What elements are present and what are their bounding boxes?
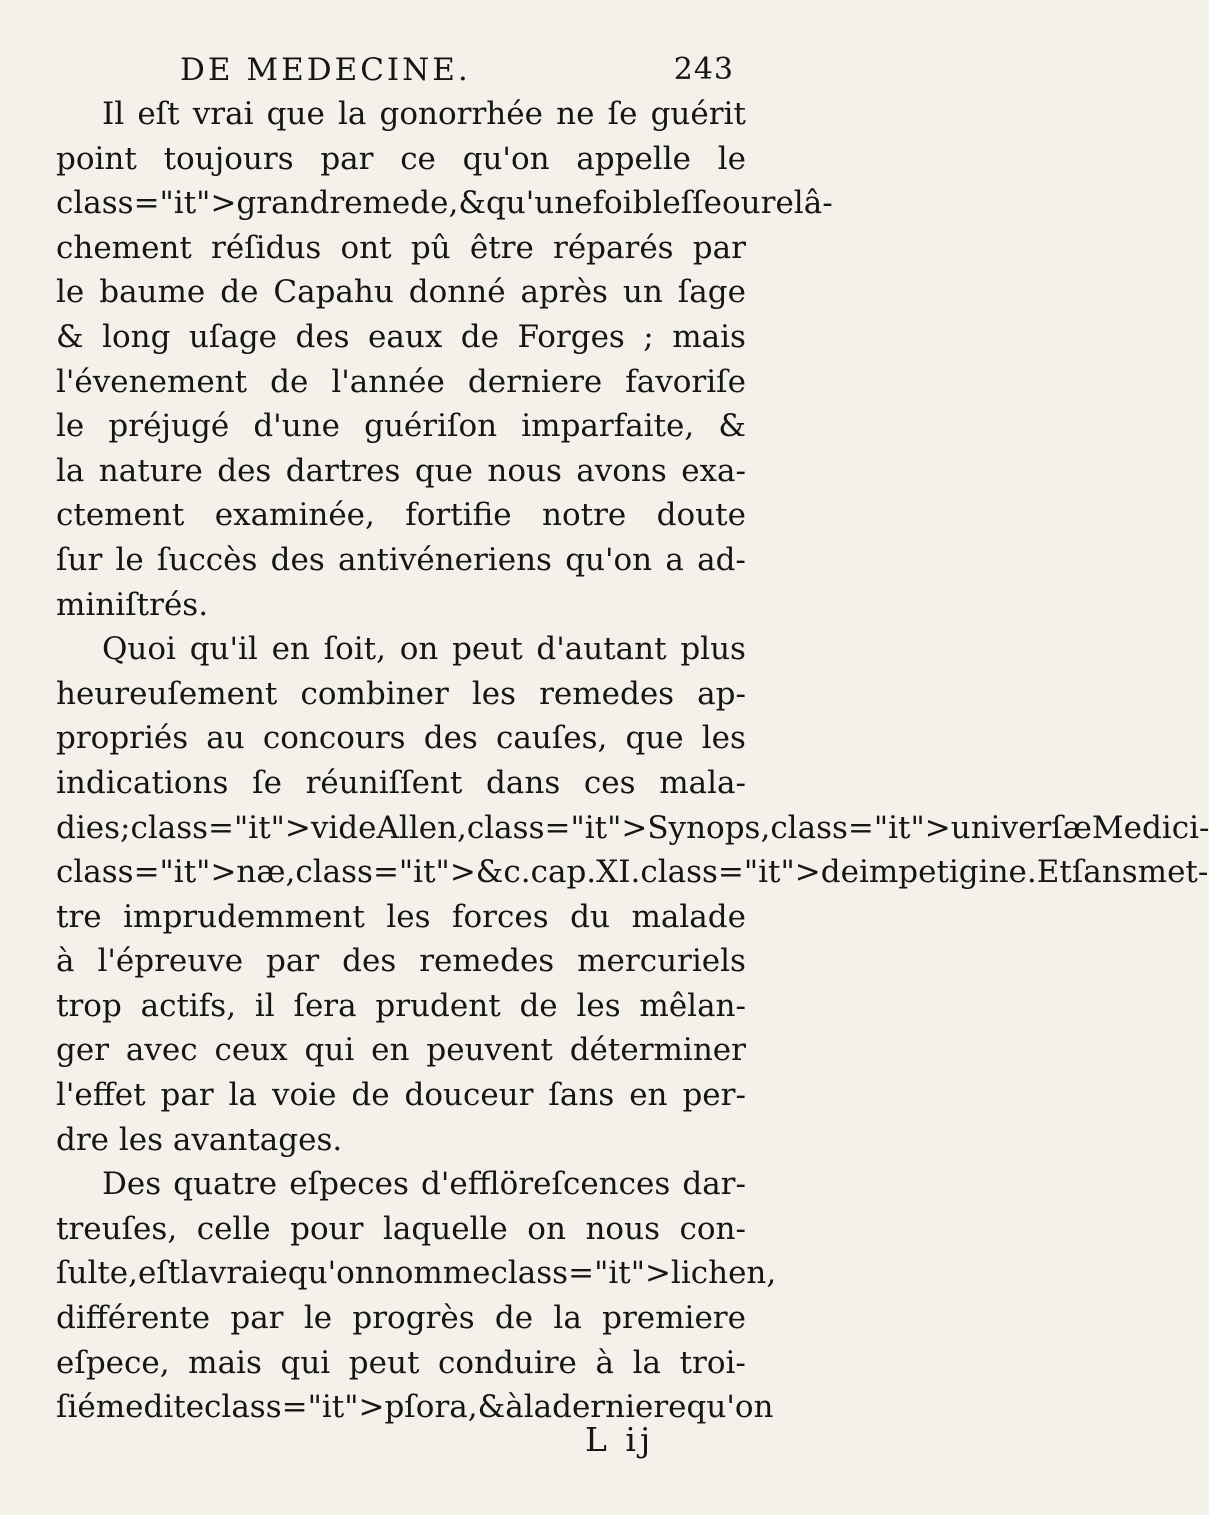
- running-title: DE MEDECINE.: [180, 52, 471, 88]
- text-line: ſur le ſuccès des antivéneriens qu'on a ad-: [56, 541, 746, 578]
- text-line: le baume de Capahu donné après un ſage: [56, 274, 746, 311]
- page-number: 243: [673, 52, 734, 87]
- text-line: chement réſidus ont pû être réparés par: [56, 229, 746, 266]
- body-text: [56, 92, 1209, 1430]
- text-line: Quoi qu'il en ſoit, on peut d'autant plus: [102, 631, 746, 668]
- text-line: ſulte, eſt la vraie qu'on nomme class="it">lichen,: [56, 1255, 777, 1292]
- text-line: class="it">næ,class="it">&c.cap.XI.class="it">deimpetigine.Etſansmet-: [56, 854, 1209, 891]
- text-line: ctement examinée, fortifie notre doute: [56, 497, 746, 534]
- text-line: l'effet par la voie de douceur ſans en per-: [56, 1077, 746, 1114]
- text-line: class="it">grandremede,&qu'unefoibleſſeourelâ-: [56, 185, 833, 222]
- text-line: miniſtrés.: [56, 586, 209, 623]
- text-line: & long uſage des eaux de Forges ; mais: [56, 318, 746, 355]
- text-line: indications ſe réuniſſent dans ces mala-: [56, 764, 746, 801]
- text-line: tre imprudemment les forces du malade: [56, 898, 746, 935]
- signature-mark: L ij: [585, 1420, 655, 1459]
- text-line: propriés au concours des cauſes, que les: [56, 720, 746, 757]
- text-line: ſiéme dite class="it">pſora,&àladernierequ'on: [56, 1389, 774, 1426]
- text-line: point toujours par ce qu'on appelle le: [56, 140, 746, 177]
- text-line: eſpece, mais qui peut conduire à la troi-: [56, 1344, 746, 1381]
- text-line: Des quatre eſpeces d'efflöreſcences dar-: [102, 1166, 746, 1203]
- text-line: différente par le progrès de la premiere: [56, 1300, 746, 1337]
- text-line: ger avec ceux qui en peuvent déterminer: [56, 1032, 746, 1069]
- text-line: treuſes, celle pour laquelle on nous con-: [56, 1210, 746, 1247]
- text-line: heureuſement combiner les remedes ap-: [56, 675, 746, 712]
- text-line: Il eſt vrai que la gonorrhée ne ſe guérit: [102, 96, 746, 132]
- text-line: l'évenement de l'année derniere favoriſe: [56, 363, 746, 400]
- text-line: à l'épreuve par des remedes mercuriels: [56, 943, 746, 980]
- text-line: le préjugé d'une guériſon imparfaite, &: [56, 408, 746, 445]
- running-head: [180, 46, 740, 96]
- text-line: dre les avantages.: [56, 1121, 343, 1158]
- text-line: trop actifs, il ſera prudent de les mêlan-: [56, 987, 746, 1024]
- text-line: la nature des dartres que nous avons exa-: [56, 452, 746, 489]
- text-line: dies ; class="it">videAllen,class="it">Synops,class="it">univerſæMedici-: [56, 809, 1209, 846]
